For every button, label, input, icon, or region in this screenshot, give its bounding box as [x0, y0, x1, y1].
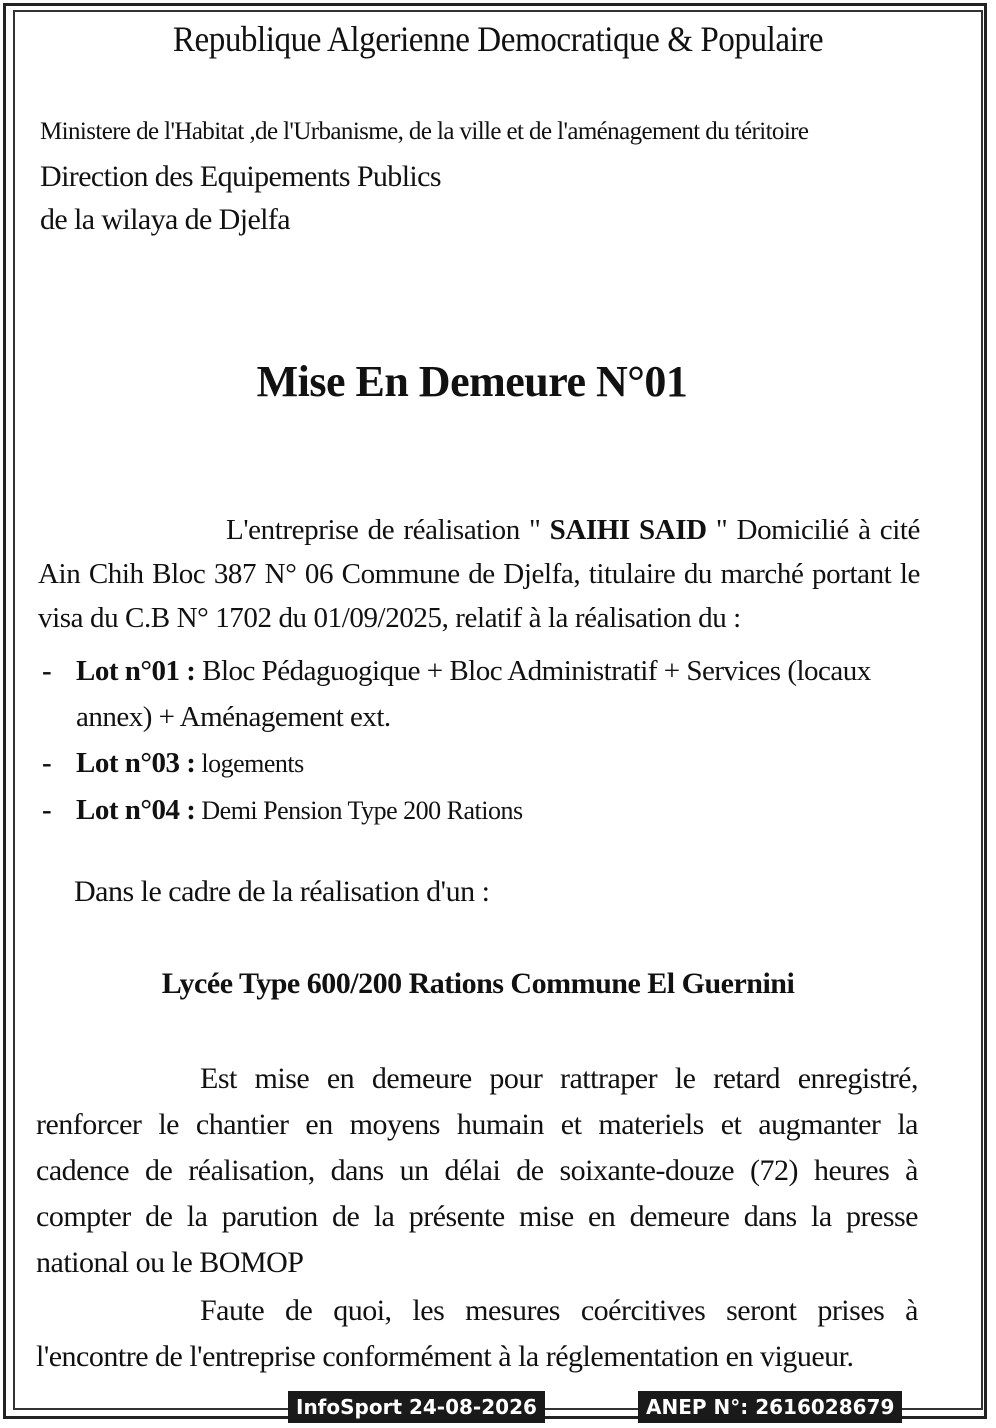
company-name: SAIHI SAID: [549, 514, 707, 546]
lot-label: Lot n°01 :: [76, 655, 196, 687]
demand-text: Est mise en demeure pour rattraper le retard enregistré, renforcer le chantier en moyens humain et materiels et augmanter la cadence de réalisation, dans un délai de soixante-douze (72) heures à compter de la parution de la présente mise en demeure dans la presse national ou le BOMOP: [36, 1062, 918, 1279]
demand-paragraph: [36, 1056, 918, 1286]
wilaya-line: de la wilaya de Djelfa: [40, 203, 291, 236]
lot-text: Demi Pension Type 200 Rations: [195, 796, 523, 825]
source-badge: InfoSport 24-08-2026: [288, 1391, 545, 1423]
lot-text: logements: [195, 749, 304, 778]
list-item: [42, 787, 922, 834]
list-item: [42, 648, 922, 740]
republic-heading: Republique Algerienne Democratique & Populaire: [172, 19, 824, 59]
document-title: Mise En Demeure N°01: [256, 357, 688, 406]
list-dash: -: [42, 747, 52, 779]
list-dash: -: [42, 655, 52, 687]
lot-label: Lot n°03 :: [76, 747, 196, 779]
project-title: Lycée Type 600/200 Rations Commune El Guernini: [161, 967, 795, 1000]
intro-pre: L'entreprise de réalisation ": [226, 514, 550, 546]
lots-list: [42, 648, 922, 834]
warning-paragraph: [36, 1288, 918, 1380]
anep-badge: ANEP N°: 2616028679: [638, 1391, 902, 1423]
direction-line: Direction des Equipements Publics: [40, 160, 441, 193]
warning-text: Faute de quoi, les mesures coércitives seront prises à l'encontre de l'entreprise conformément à la réglementation en vigueur.: [36, 1294, 918, 1373]
list-dash: -: [42, 794, 52, 826]
context-line: Dans le cadre de la réalisation d'un :: [74, 875, 490, 908]
lot-text: Bloc Pédaguogique + Bloc Administratif + Services (locaux annex) + Aménagement ext.: [76, 655, 871, 733]
lot-label: Lot n°04 :: [76, 794, 196, 826]
list-item: [42, 740, 922, 787]
intro-post: " Domicilié à cité Ain Chih Bloc 387 N° 06 Commune de Djelfa, titulaire du marché portant le visa du C.B N° 1702 du 01/09/2025, relatif à la réalisation du :: [38, 514, 921, 634]
intro-paragraph: [38, 508, 920, 640]
ministry-line: Ministere de l'Habitat ,de l'Urbanisme, de la ville et de l'aménagement du téritoire: [40, 118, 809, 145]
